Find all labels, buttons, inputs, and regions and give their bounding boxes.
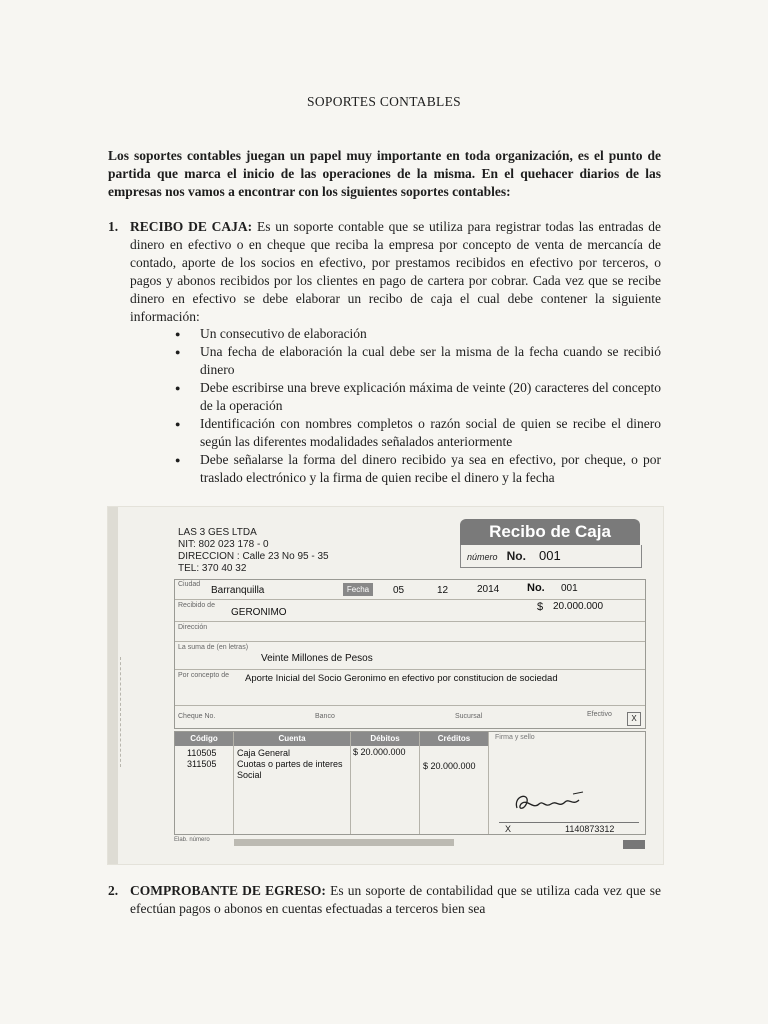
requirements-list xyxy=(175,325,661,487)
banco-label: Banco xyxy=(315,713,335,720)
ciudad-value: Barranquilla xyxy=(211,585,265,596)
ciudad-label: Ciudad xyxy=(178,581,201,588)
dollar-sign: $ xyxy=(537,601,544,613)
section-text: Es un soporte contable que se utiliza para registrar todas las entradas de dinero en efectivo o en cheque que reciba la empresa por concepto de venta de mercancía de contado, aporte de los socios en efectivo, por prestamos recibidos en efectivo por terceros, o pagos y abonos recibidos por los clientes en pago de cartera por cobrar. Cada vez que se recibe dinero en efectivo se debe elaborar un recibo de caja el cual debe contener la siguiente información: xyxy=(130,219,662,324)
header-cuenta: Cuenta xyxy=(234,732,350,746)
suma-label: La suma de (en letras) xyxy=(178,644,249,651)
suma-value: Veinte Millones de Pesos xyxy=(261,653,373,664)
perforation-line xyxy=(120,657,133,767)
cuenta-cell: Cuotas o partes de interes Social xyxy=(237,759,343,780)
header-codigo: Código xyxy=(175,732,233,746)
amount-value: 20.000.000 xyxy=(553,601,604,612)
row-concepto xyxy=(175,669,645,706)
receipt-image xyxy=(108,507,663,864)
receipt-form xyxy=(174,579,646,729)
credito-cell: $ 20.000.000 xyxy=(423,761,476,771)
section-comprobante-de-egreso xyxy=(108,882,661,918)
firma-label: Firma y sello xyxy=(495,734,535,741)
company-nit: NIT: 802 023 178 - 0 xyxy=(178,539,269,550)
fecha-day: 05 xyxy=(393,585,405,596)
codigo-cell: 110505 xyxy=(187,748,217,758)
company-info xyxy=(178,527,329,575)
section-heading: RECIBO DE CAJA: xyxy=(130,219,253,234)
header-debitos: Débitos xyxy=(351,732,419,746)
page-title: SOPORTES CONTABLES xyxy=(307,94,461,109)
row-suma xyxy=(175,641,645,670)
no-label: No. xyxy=(506,549,526,563)
section-heading: COMPROBANTE DE EGRESO: xyxy=(130,883,326,898)
receipt-footer xyxy=(174,837,644,849)
no2-label: No. xyxy=(527,582,545,594)
concepto-label: Por concepto de xyxy=(178,672,229,679)
recibido-label: Recibido de xyxy=(178,602,215,609)
section-number: 2. xyxy=(108,883,119,898)
list-item: ● Identificación con nombres completos o razón social de quien se recibe el dinero según las diferentes modalidades señalados anteriormente xyxy=(175,415,661,451)
debito-cell: $ 20.000.000 xyxy=(353,747,406,757)
company-name: LAS 3 GES LTDA xyxy=(178,527,257,538)
efectivo-label: Efectivo xyxy=(587,711,612,718)
numero-label: número xyxy=(467,552,498,562)
cuenta-cell: Caja General xyxy=(237,748,291,758)
row-cheque xyxy=(175,705,645,727)
signature-image xyxy=(511,788,591,818)
accounting-table xyxy=(174,731,646,835)
fecha-month: 12 xyxy=(437,585,449,596)
cheque-label: Cheque No. xyxy=(178,713,216,720)
efectivo-checkbox: X xyxy=(627,712,641,726)
receipt-number xyxy=(460,545,642,568)
row-recibido xyxy=(175,599,645,622)
list-item: ● Un consecutivo de elaboración xyxy=(175,325,661,343)
fecha-year: 2014 xyxy=(477,584,500,595)
section-recibo-de-caja xyxy=(108,218,662,485)
sucursal-label: Sucursal xyxy=(455,713,483,720)
no2-value: 001 xyxy=(561,583,578,594)
list-item: ● Una fecha de elaboración la cual debe ser la misma de la fecha cuando se recibió dinero xyxy=(175,343,661,379)
receipt-banner: Recibo de Caja xyxy=(460,519,640,545)
direccion-label: Dirección xyxy=(178,624,208,631)
header-creditos: Créditos xyxy=(420,732,488,746)
no-value: 001 xyxy=(538,548,561,563)
list-item: ● Debe escribirse una breve explicación máxima de veinte (20) caracteres del concepto de la operación xyxy=(175,379,661,415)
codigo-cell: 311505 xyxy=(187,759,217,769)
firma-x: X xyxy=(505,824,512,834)
company-phone: TEL: 370 40 32 xyxy=(178,563,247,574)
section-text: Es un soporte de contabilidad que se utiliza cada vez que se efectúan pagos o abonos en cuentas efectuadas a terceros bien sea xyxy=(130,883,661,916)
section-number: 1. xyxy=(108,219,119,234)
receipt-tag xyxy=(623,840,645,849)
concepto-value: Aporte Inicial del Socio Geronimo en efectivo por constitucion de sociedad xyxy=(245,673,558,684)
list-item: ● Debe señalarse la forma del dinero recibido ya sea en efectivo, por cheque, o por traslado electrónico y la firma de quien recibe el dinero y la fecha xyxy=(175,451,661,487)
company-address: DIRECCION : Calle 23 No 95 - 35 xyxy=(178,551,329,562)
firma-id: 1140873312 xyxy=(565,824,615,834)
footer-label: Elab. número xyxy=(174,837,210,843)
row-direccion xyxy=(175,621,645,642)
receipt-edge xyxy=(108,507,118,864)
fecha-label: Fecha xyxy=(343,583,373,596)
recibido-value: GERONIMO xyxy=(231,607,287,618)
intro-paragraph: Los soportes contables juegan un papel muy importante en toda organización, es el punto de partida que marca el inicio de las operaciones de la misma. En el quehacer diarios de las empresas nos vamos a encontrar con los siguientes soportes contables: xyxy=(108,148,661,199)
row-ciudad xyxy=(175,580,645,600)
